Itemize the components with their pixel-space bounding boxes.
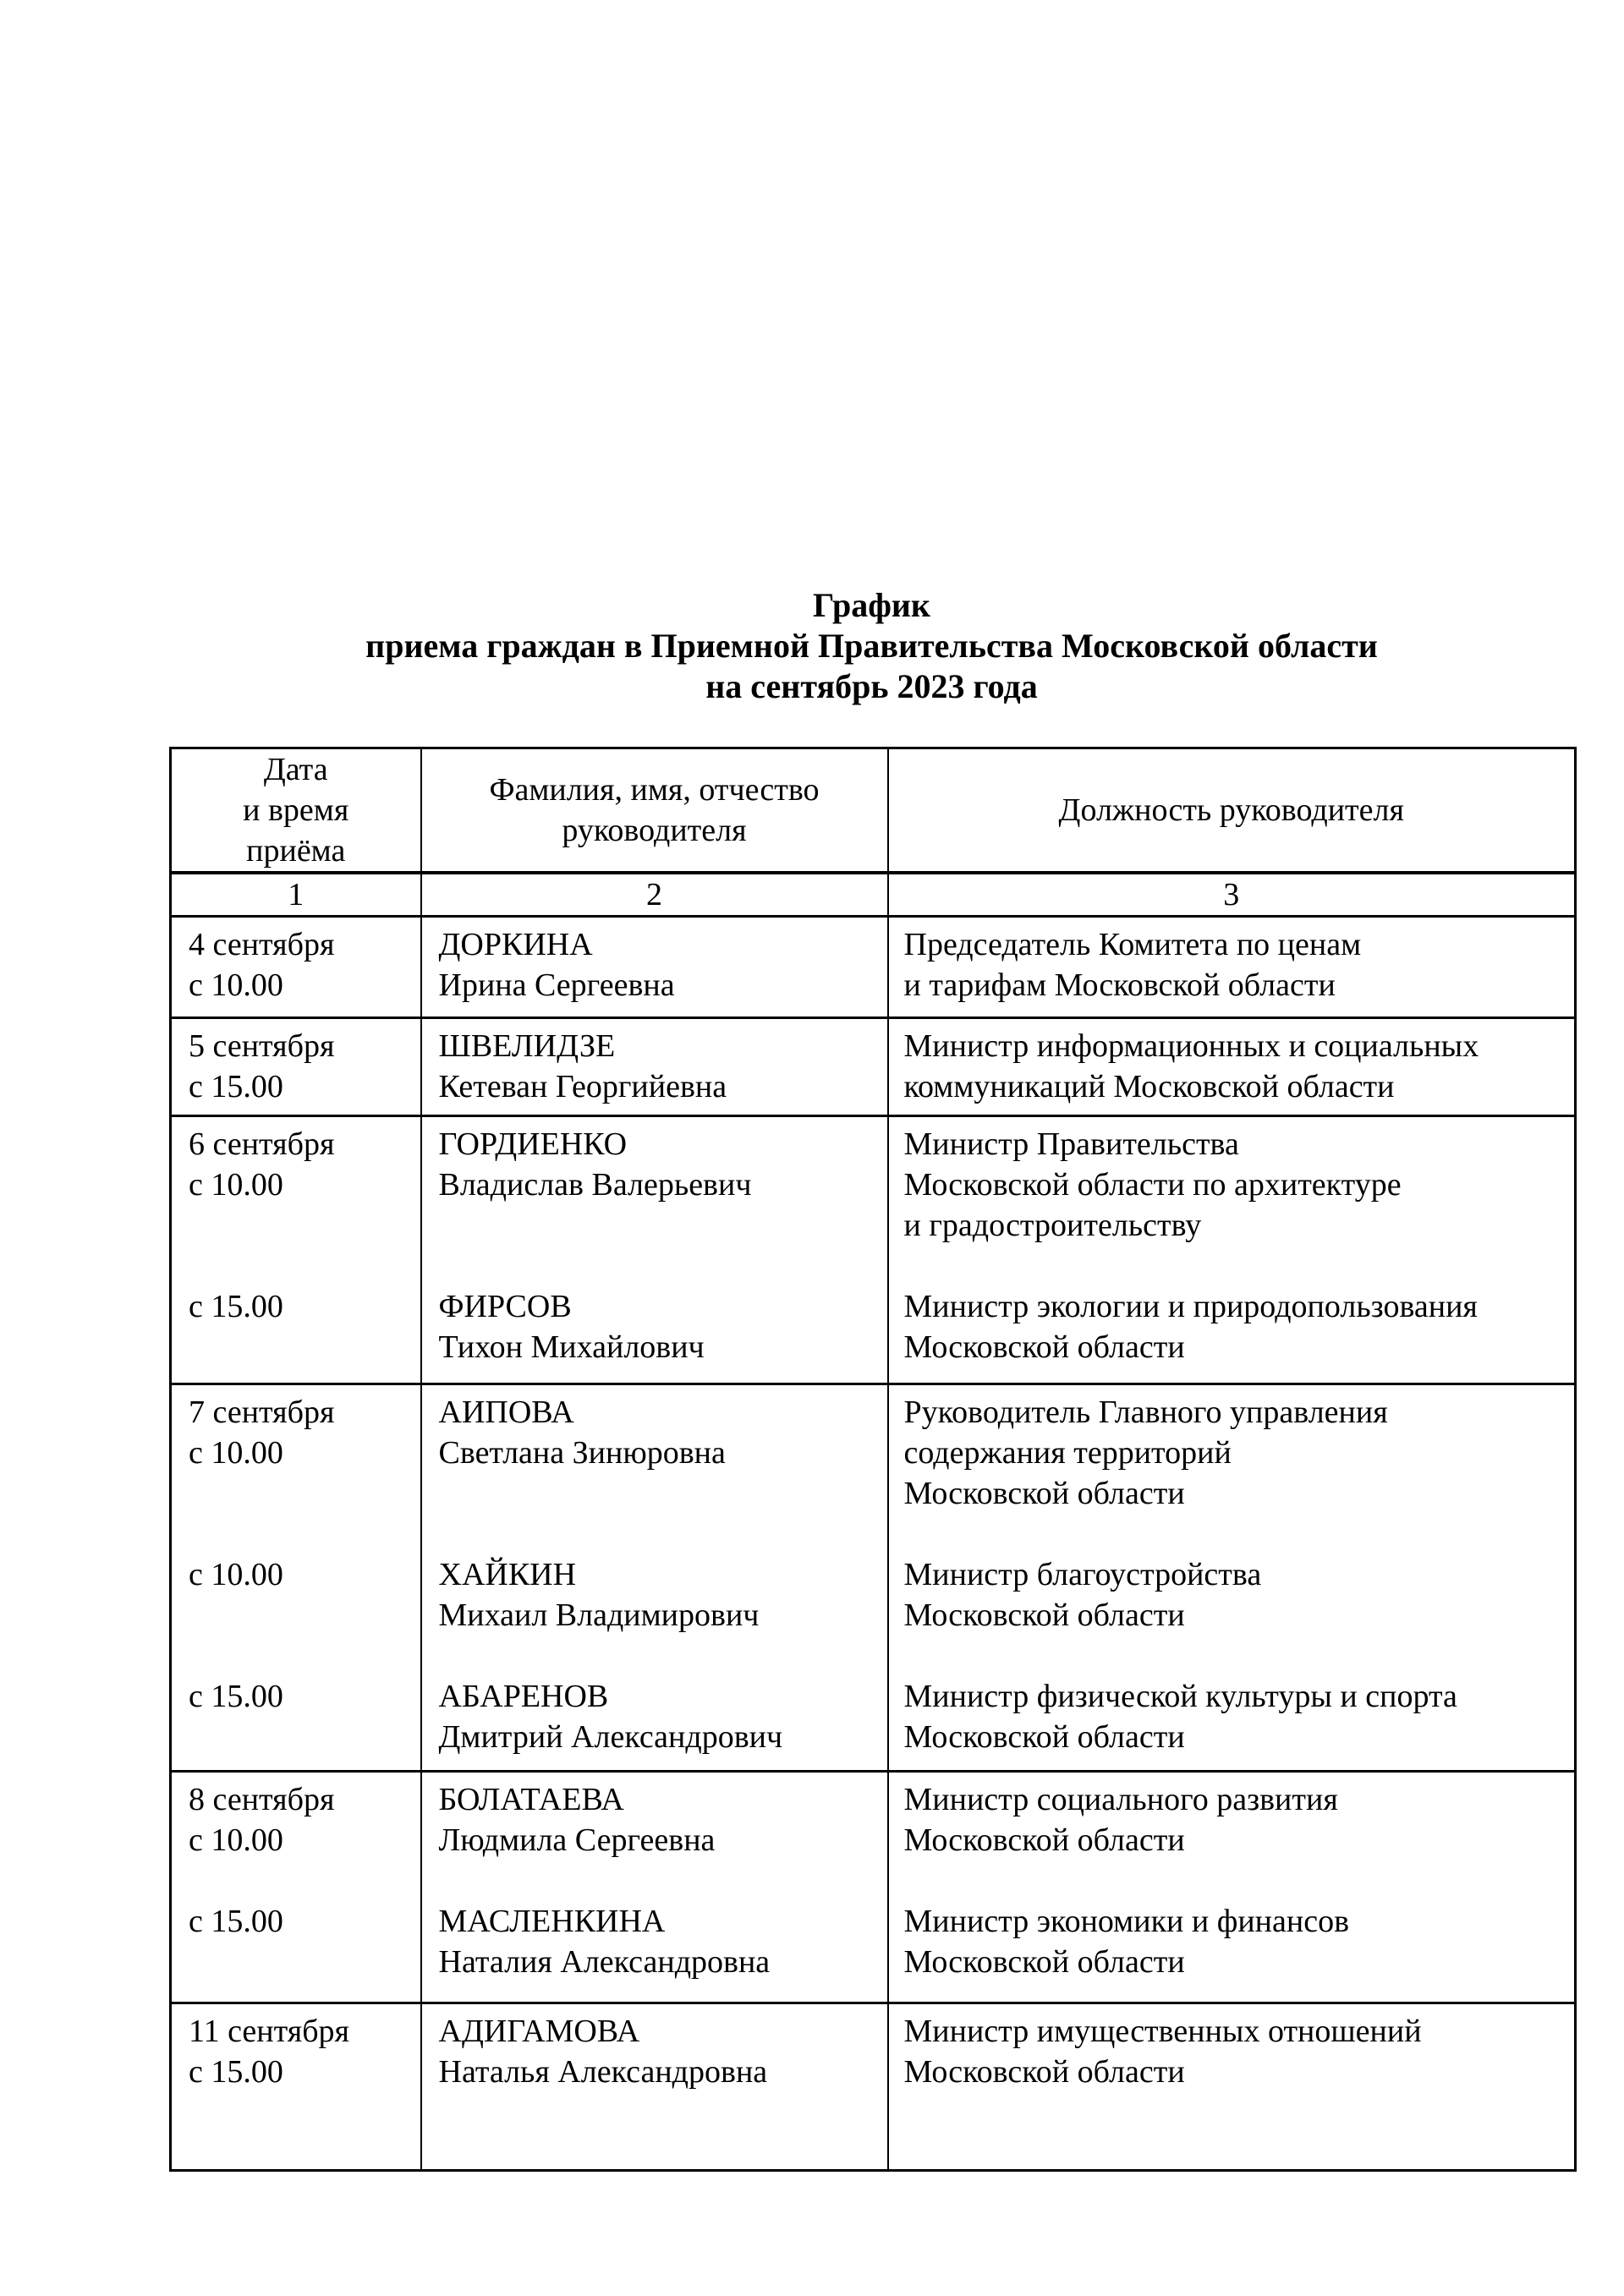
cell-name (421, 1772, 888, 2003)
text-line: Московской области по архитектуре (903, 1167, 1402, 1203)
cell-position (888, 2003, 1576, 2171)
text-line: Дата (263, 752, 328, 787)
text-line: Министр Правительства (903, 1126, 1239, 1162)
text-line (904, 1514, 1568, 1554)
cell-name (421, 917, 888, 1018)
text-line: с 10.00 (189, 1557, 283, 1592)
text-line: 7 сентября (189, 1395, 335, 1430)
text-line: Министр информационных и социальных (903, 1028, 1479, 1064)
reception-schedule-table (169, 747, 1577, 2172)
title-line-2: приема граждан в Приемной Правительства Московской области (365, 627, 1378, 665)
text-line: ШВЕЛИДЗЕ (438, 1028, 616, 1064)
text-line: с 10.00 (189, 1167, 283, 1203)
column-number-2: 2 (421, 873, 888, 917)
text-line (189, 1514, 414, 1554)
cell-name (421, 1116, 888, 1384)
text-line: с 15.00 (189, 1069, 283, 1104)
document-title (169, 585, 1574, 707)
column-numbers-row (171, 873, 1576, 917)
cell-date (171, 2003, 421, 2171)
text-line: 4 сентября (189, 927, 335, 962)
table-row (171, 1018, 1576, 1116)
text-line (439, 1860, 881, 1901)
text-line: Министр физической культуры и спорта (903, 1679, 1457, 1714)
cell-position (888, 1772, 1576, 2003)
text-line: Московской области (903, 2054, 1185, 2090)
text-line: 11 сентября (189, 2014, 350, 2049)
column-number-1: 1 (171, 873, 421, 917)
text-line (904, 1246, 1568, 1286)
text-line: Московской области (903, 1476, 1185, 1511)
table-row (171, 1384, 1576, 1772)
header-cell-name (421, 748, 888, 874)
text-line: ГОРДИЕНКО (438, 1126, 628, 1162)
text-line: Ирина Сергеевна (438, 967, 675, 1003)
text-line: Кетеван Георгийевна (438, 1069, 727, 1104)
text-line: Московской области (903, 1944, 1185, 1980)
table-row (171, 1772, 1576, 2003)
text-line (439, 1514, 881, 1554)
text-line: Председатель Комитета по ценам (903, 927, 1362, 962)
text-line: Министр имущественных отношений (903, 2014, 1422, 2049)
text-line (439, 1205, 881, 1246)
cell-date (171, 1116, 421, 1384)
text-line: Московской области (903, 1597, 1185, 1633)
text-line: с 15.00 (189, 2054, 283, 2090)
text-line: содержания территорий (903, 1435, 1232, 1471)
header-cell-date (171, 748, 421, 874)
text-line (904, 1860, 1568, 1901)
text-line: с 15.00 (189, 1289, 283, 1324)
text-line: ДОРКИНА (438, 927, 593, 962)
text-line: Фамилия, имя, отчество (489, 772, 820, 808)
text-line: руководителя (562, 813, 747, 848)
text-line: приёма (246, 833, 346, 869)
text-line: 6 сентября (189, 1126, 335, 1162)
text-line: и время (243, 792, 349, 828)
text-line: БОЛАТАЕВА (438, 1782, 624, 1817)
cell-name (421, 2003, 888, 2171)
text-line: Московской области (903, 1329, 1185, 1365)
text-line: Светлана Зинюровна (438, 1435, 726, 1471)
text-line: Министр благоустройства (903, 1557, 1262, 1592)
text-line: АДИГАМОВА (438, 2014, 640, 2049)
cell-date (171, 1772, 421, 2003)
cell-name (421, 1384, 888, 1772)
cell-position (888, 1384, 1576, 1772)
table-row (171, 2003, 1576, 2171)
cell-position (888, 917, 1576, 1018)
text-line (439, 1636, 881, 1676)
text-line: Наталия Александровна (438, 1944, 771, 1980)
text-line: АИПОВА (438, 1395, 574, 1430)
text-line: с 10.00 (189, 1822, 283, 1858)
text-line: 5 сентября (189, 1028, 335, 1064)
cell-date (171, 1018, 421, 1116)
text-line (189, 1246, 414, 1286)
text-line: Московской области (903, 1822, 1185, 1858)
text-line (189, 1205, 414, 1246)
cell-position (888, 1018, 1576, 1116)
text-line: 8 сентября (189, 1782, 335, 1817)
text-line: Михаил Владимирович (438, 1597, 760, 1633)
text-line: Людмила Сергеевна (438, 1822, 716, 1858)
table-header-row (171, 748, 1576, 874)
text-line (439, 1473, 881, 1514)
text-line: коммуникаций Московской области (903, 1069, 1395, 1104)
text-line: Московской области (903, 1719, 1185, 1755)
title-line-1: График (813, 586, 930, 624)
table-row (171, 917, 1576, 1018)
cell-date (171, 1384, 421, 1772)
text-line (904, 1636, 1568, 1676)
cell-position (888, 1116, 1576, 1384)
text-line: с 15.00 (189, 1904, 283, 1939)
text-line (189, 1595, 414, 1636)
text-line (189, 1860, 414, 1901)
text-line: ХАЙКИН (438, 1557, 577, 1592)
text-line: Министр экологии и природопользования (903, 1289, 1478, 1324)
text-line: Министр экономики и финансов (903, 1904, 1350, 1939)
column-number-3: 3 (888, 873, 1576, 917)
text-line: Должность руководителя (1058, 792, 1404, 828)
text-line: с 15.00 (189, 1679, 283, 1714)
text-line: Тихон Михайлович (438, 1329, 705, 1365)
text-line: Дмитрий Александрович (438, 1719, 783, 1755)
text-line: Министр социального развития (903, 1782, 1338, 1817)
text-line: Руководитель Главного управления (903, 1395, 1388, 1430)
text-line (189, 1473, 414, 1514)
cell-date (171, 917, 421, 1018)
text-line: ФИРСОВ (438, 1289, 572, 1324)
text-line: и градостроительству (903, 1208, 1202, 1243)
cell-name (421, 1018, 888, 1116)
text-line (189, 1636, 414, 1676)
table-row (171, 1116, 1576, 1384)
text-line: АБАРЕНОВ (438, 1679, 609, 1714)
text-line: с 10.00 (189, 967, 283, 1003)
text-line (439, 1246, 881, 1286)
text-line: и тарифам Московской области (903, 967, 1336, 1003)
text-line: Владислав Валерьевич (438, 1167, 752, 1203)
text-line: Наталья Александровна (438, 2054, 768, 2090)
text-line: с 10.00 (189, 1435, 283, 1471)
text-line: МАСЛЕНКИНА (438, 1904, 666, 1939)
header-cell-position (888, 748, 1576, 874)
title-line-3: на сентябрь 2023 года (705, 667, 1038, 705)
